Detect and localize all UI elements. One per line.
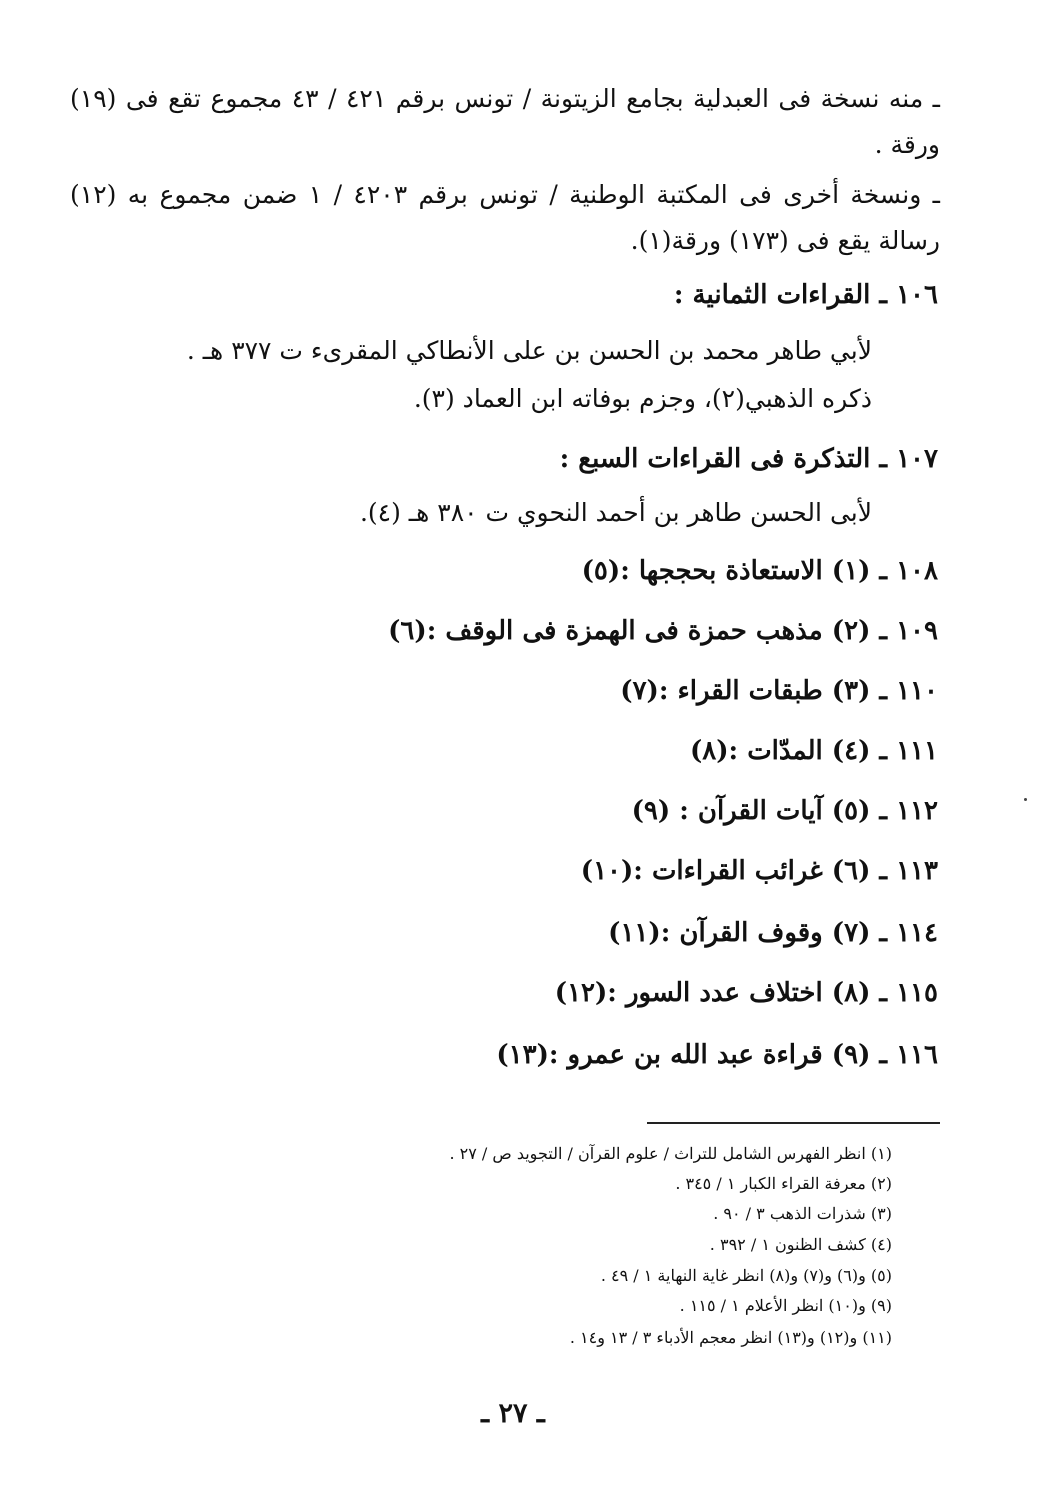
entry-heading-115: ١١٥ ـ (٨) اختلاف عدد السور :(١٢) [554, 978, 938, 1008]
footnote-9-10: (٩) و(١٠) انظر الأعلام ١ / ١١٥ . [679, 1296, 892, 1315]
entry-heading-106: ١٠٦ ـ القراءات الثمانية : [673, 280, 938, 310]
paragraph-abdaliya-copy: ـ منه نسخة فى العبدلية بجامع الزيتونة / تونس برقم ٤٢١ / ٤٣ مجموع تقع فى (١٩) ورقة . [70, 84, 940, 159]
entry-heading-108: ١٠٨ ـ (١) الاستعاذة بحججها :(٥) [581, 556, 938, 586]
entry-106-note: ذكره الذهبي(٢)، وجزم بوفاته ابن العماد (٣). [413, 384, 872, 413]
entry-107-author: لأبى الحسن طاهر بن أحمد النحوي ت ٣٨٠ هـ (٤). [359, 498, 872, 527]
entry-heading-110: ١١٠ ـ (٣) طبقات القراء :(٧) [620, 676, 938, 706]
footnote-2: (٢) معرفة القراء الكبار ١ / ٣٤٥ . [675, 1174, 892, 1193]
entry-heading-113: ١١٣ ـ (٦) غرائب القراءات :(١٠) [580, 856, 938, 886]
entry-heading-107: ١٠٧ ـ التذكرة فى القراءات السبع : [559, 444, 938, 474]
entry-heading-109: ١٠٩ ـ (٢) مذهب حمزة فى الهمزة فى الوقف :(٦) [388, 616, 938, 646]
entry-heading-116: ١١٦ ـ (٩) قراءة عبد الله بن عمرو :(١٣) [496, 1040, 938, 1070]
page-number: ـ ٢٧ ـ [481, 1398, 545, 1429]
footnote-4: (٤) كشف الظنون ١ / ٣٩٢ . [709, 1235, 892, 1254]
entry-heading-111: ١١١ ـ (٤) المدّات :(٨) [689, 736, 938, 766]
entry-heading-114: ١١٤ ـ (٧) وقوف القرآن :(١١) [608, 918, 938, 948]
footnote-1: (١) انظر الفهرس الشامل للتراث / علوم القرآن / التجويد ص / ٢٧ . [449, 1144, 892, 1163]
footnote-11-13: (١١) و(١٢) و(١٣) انظر معجم الأدباء ٣ / ١٣ و١٤ . [569, 1328, 892, 1347]
footnote-3: (٣) شذرات الذهب ٣ / ٩٠ . [713, 1204, 892, 1223]
paragraph-national-library-copy: ـ ونسخة أخرى فى المكتبة الوطنية / تونس برقم ٤٢٠٣ / ١ ضمن مجموع به (١٢) رسالة يقع فى (١٧٣) ورقة(١). [70, 180, 940, 255]
footnote-separator [647, 1122, 940, 1124]
scan-speck [1024, 798, 1027, 801]
entry-106-author: لأبي طاهر محمد بن الحسن بن على الأنطاكي المقرىء ت ٣٧٧ هـ . [186, 336, 872, 365]
entry-heading-112: ١١٢ ـ (٥) آيات القرآن : (٩) [631, 796, 938, 826]
footnote-5-8: (٥) و(٦) و(٧) و(٨) انظر غاية النهاية ١ / ٤٩ . [600, 1266, 892, 1285]
